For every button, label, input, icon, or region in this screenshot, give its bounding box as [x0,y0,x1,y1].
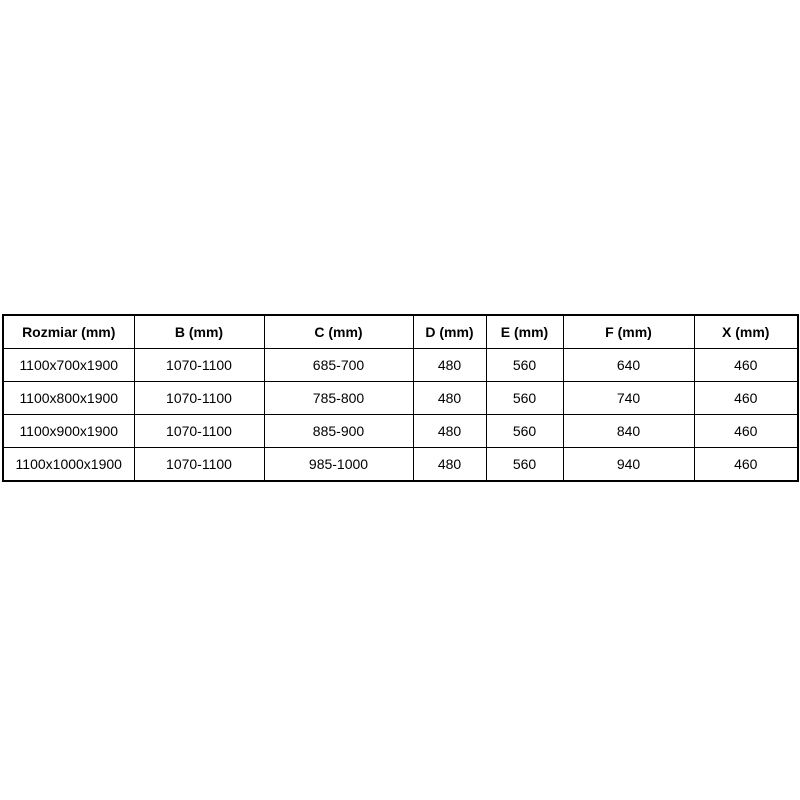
table-cell: 480 [413,349,486,382]
table-cell: 940 [563,448,694,482]
table-header-row [3,315,798,349]
table-cell: 460 [694,448,798,482]
table-cell: 740 [563,382,694,415]
dimensions-table-container [2,314,797,482]
table-cell: 1100x900x1900 [3,415,134,448]
column-header-x: X (mm) [694,315,798,349]
table-cell: 1100x700x1900 [3,349,134,382]
table-row [3,415,798,448]
table-cell: 885-900 [264,415,413,448]
table-cell: 685-700 [264,349,413,382]
column-header-b: B (mm) [134,315,264,349]
table-cell: 1070-1100 [134,349,264,382]
table-row [3,349,798,382]
table-cell: 480 [413,415,486,448]
table-cell: 1100x800x1900 [3,382,134,415]
table-cell: 785-800 [264,382,413,415]
column-header-f: F (mm) [563,315,694,349]
table-cell: 1070-1100 [134,415,264,448]
table-cell: 460 [694,382,798,415]
table-cell: 560 [486,382,563,415]
table-row [3,448,798,482]
table-cell: 480 [413,382,486,415]
table-cell: 560 [486,349,563,382]
table-cell: 985-1000 [264,448,413,482]
table-cell: 480 [413,448,486,482]
table-cell: 460 [694,349,798,382]
table-row [3,382,798,415]
table-cell: 1070-1100 [134,448,264,482]
column-header-c: C (mm) [264,315,413,349]
column-header-e: E (mm) [486,315,563,349]
dimensions-table [2,314,799,482]
table-cell: 1100x1000x1900 [3,448,134,482]
table-cell: 640 [563,349,694,382]
column-header-d: D (mm) [413,315,486,349]
table-cell: 460 [694,415,798,448]
column-header-rozmiar: Rozmiar (mm) [3,315,134,349]
table-cell: 840 [563,415,694,448]
table-cell: 560 [486,415,563,448]
table-cell: 560 [486,448,563,482]
table-cell: 1070-1100 [134,382,264,415]
